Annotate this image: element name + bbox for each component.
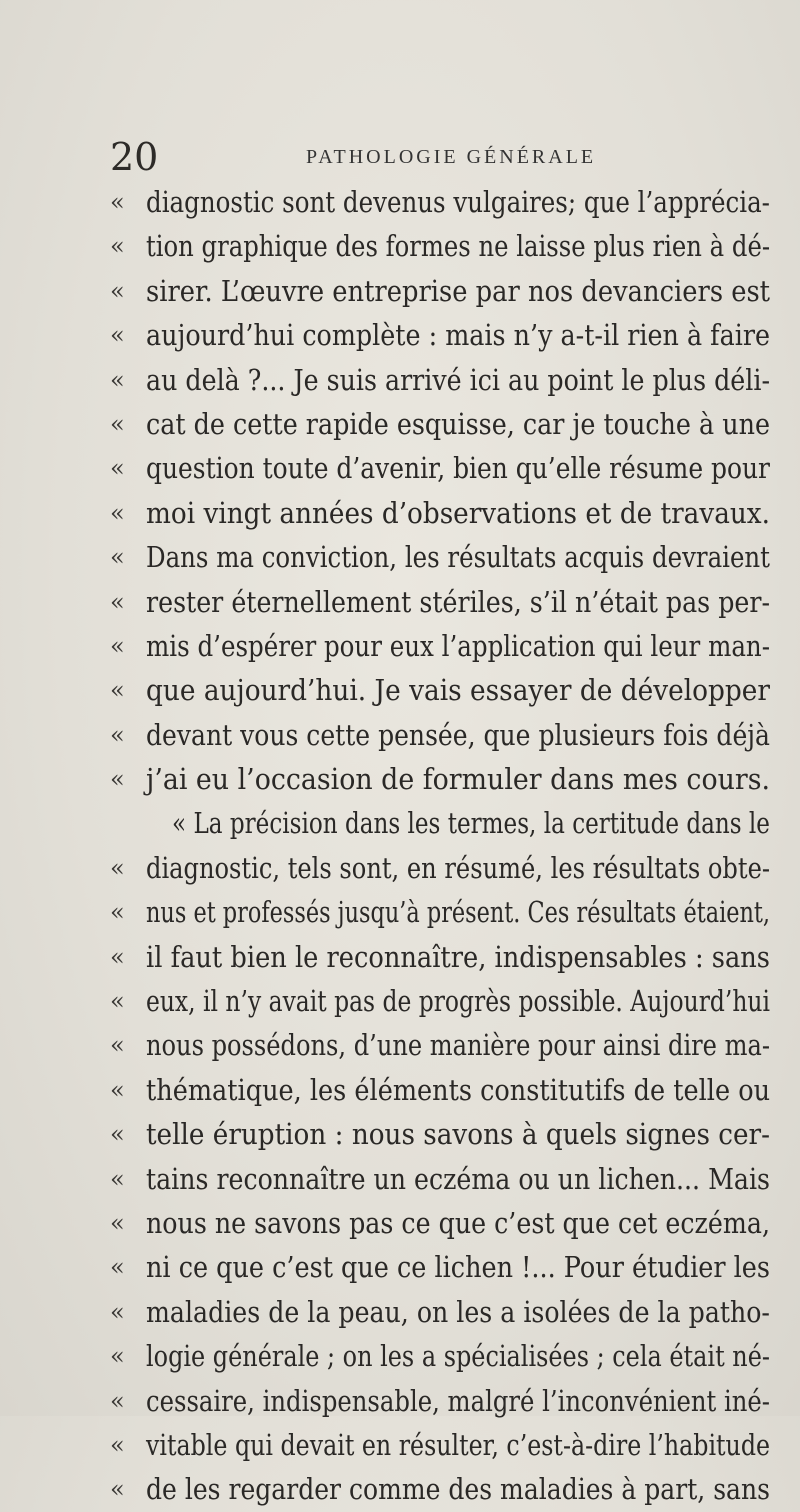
text-line <box>110 535 770 579</box>
quote-mark: « <box>110 365 125 394</box>
text-line <box>110 1201 770 1245</box>
quote-mark: « <box>110 942 125 971</box>
text-line <box>110 1068 770 1112</box>
line-text: eux, il n’y avait pas de progrès possible. Aujourd’hui <box>146 984 770 1019</box>
line-text: de les regarder comme des maladies à part, sans <box>146 1472 770 1507</box>
quote-mark: « <box>110 232 125 261</box>
text-line <box>110 446 770 490</box>
line-text: logie générale ; on les a spécialisées ; cela était né- <box>146 1339 770 1374</box>
quote-mark: « <box>110 1475 125 1504</box>
text-line <box>110 1245 770 1289</box>
text-line <box>110 1467 770 1511</box>
text-line <box>110 1423 770 1467</box>
text-line <box>110 1023 770 1067</box>
quote-mark: « <box>110 1253 125 1282</box>
line-text: diagnostic sont devenus vulgaires; que l’apprécia- <box>146 185 770 219</box>
quote-mark: « <box>110 676 125 705</box>
quote-mark: « <box>110 720 125 749</box>
quote-mark: « <box>110 409 125 438</box>
text-line <box>110 1290 770 1334</box>
text-line <box>110 1157 770 1201</box>
line-text: cat de cette rapide esquisse, car je touche à une <box>146 406 770 441</box>
text-line <box>110 979 770 1023</box>
text-line <box>110 668 770 712</box>
text-line <box>110 358 770 402</box>
line-text: il faut bien le reconnaître, indispensables : sans <box>146 939 770 974</box>
line-text: j’ai eu l’occasion de formuler dans mes cours. <box>146 762 770 797</box>
quote-mark: « <box>110 321 125 350</box>
quote-mark: « <box>110 1075 125 1104</box>
line-text: rester éternellement stériles, s’il n’était pas per- <box>146 584 771 619</box>
text-line <box>110 713 770 757</box>
quote-mark: « <box>110 987 125 1016</box>
text-line <box>110 180 770 224</box>
quote-mark: « <box>110 276 125 305</box>
line-text: aujourd’hui complète : mais n’y a-t-il rien à faire <box>146 318 770 353</box>
quote-mark: « <box>110 1164 125 1193</box>
line-text: Dans ma conviction, les résultats acquis devraient <box>146 540 771 575</box>
quote-mark: « <box>110 188 125 216</box>
quote-mark: « <box>110 853 125 882</box>
line-text: « La précision dans les termes, la certitude dans le <box>172 806 770 841</box>
quote-mark: « <box>110 765 125 794</box>
quote-mark: « <box>110 898 125 927</box>
text-line <box>110 757 770 801</box>
line-text: sirer. L’œuvre entreprise par nos devanciers est <box>146 273 771 308</box>
line-text: question toute d’avenir, bien qu’elle résume pour <box>146 451 770 486</box>
line-text: diagnostic, tels sont, en résumé, les résultats obte- <box>146 850 771 885</box>
line-text: tion graphique des formes ne laisse plus rien à dé- <box>146 229 771 264</box>
text-line <box>110 1334 770 1378</box>
body-text <box>110 180 770 1512</box>
quote-mark: « <box>110 1342 125 1371</box>
text-line <box>110 491 770 535</box>
quote-mark: « <box>110 587 125 616</box>
line-text: tains reconnaître un eczéma ou un lichen... Mais <box>146 1161 770 1196</box>
text-line <box>110 801 770 845</box>
line-text: nus et professés jusqu’à présent. Ces résultats étaient, <box>146 895 771 930</box>
text-line <box>110 313 770 357</box>
text-line <box>110 1379 770 1423</box>
quote-mark: « <box>110 454 125 483</box>
quote-mark: « <box>110 1297 125 1326</box>
text-line <box>110 269 770 313</box>
page-header <box>110 132 710 182</box>
line-text: nous possédons, d’une manière pour ainsi dire ma- <box>146 1028 770 1063</box>
line-text: cessaire, indispensable, malgré l’inconvénient iné- <box>146 1383 770 1418</box>
quote-mark: « <box>110 1120 125 1149</box>
quote-mark: « <box>110 1430 125 1459</box>
line-text: que aujourd’hui. Je vais essayer de développer <box>146 673 770 708</box>
text-line <box>110 935 770 979</box>
line-text: thématique, les éléments constitutifs de telle ou <box>146 1072 771 1107</box>
line-text: telle éruption : nous savons à quels signes cer- <box>146 1117 770 1152</box>
text-line <box>110 846 770 890</box>
text-line <box>110 624 770 668</box>
line-text: vitable qui devait en résulter, c’est-à-dire l’habitude <box>146 1427 771 1462</box>
line-text: au delà ?... Je suis arrivé ici au point le plus déli- <box>146 362 770 397</box>
line-text: mis d’espérer pour eux l’application qui leur man- <box>146 628 771 663</box>
quote-mark: « <box>110 1208 125 1237</box>
quote-mark: « <box>110 631 125 660</box>
page-number: 20 <box>110 135 159 179</box>
line-text: devant vous cette pensée, que plusieurs fois déjà <box>146 717 771 752</box>
line-text: maladies de la peau, on les a isolées de la patho- <box>146 1294 770 1329</box>
text-line <box>110 1112 770 1156</box>
text-line <box>110 580 770 624</box>
text-line <box>110 890 770 934</box>
text-line <box>110 402 770 446</box>
quote-mark: « <box>110 543 125 572</box>
line-text: ni ce que c’est que ce lichen !... Pour étudier les <box>146 1250 770 1285</box>
running-title: PATHOLOGIE GÉNÉRALE <box>306 146 597 168</box>
quote-mark: « <box>110 1386 125 1415</box>
line-text: moi vingt années d’observations et de travaux. <box>146 495 770 530</box>
quote-mark: « <box>110 1031 125 1060</box>
text-line <box>110 224 770 268</box>
line-text: nous ne savons pas ce que c’est que cet eczéma, <box>146 1205 770 1240</box>
quote-mark: « <box>110 498 125 527</box>
